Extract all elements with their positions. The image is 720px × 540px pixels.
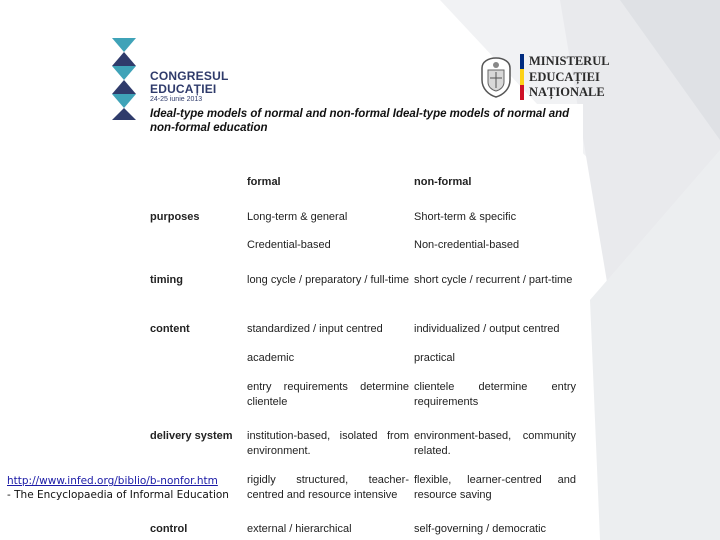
formal-cell: academic xyxy=(247,352,295,364)
ministry-logo-text xyxy=(529,54,610,101)
nonformal-cell: practical xyxy=(414,352,455,364)
row-label: control xyxy=(150,523,188,535)
nonformal-cell: short cycle / recurrent / part-time xyxy=(414,274,573,286)
congress-line2: EDUCAȚIEI xyxy=(150,82,217,96)
coat-of-arms-icon xyxy=(478,56,514,98)
row-label: delivery system xyxy=(150,430,233,442)
nonformal-cell: Short-term & specific xyxy=(414,211,517,223)
source-link[interactable]: http://www.infed.org/biblio/b-nonfor.htm xyxy=(7,475,218,487)
congress-logo-text xyxy=(150,70,228,96)
formal-cell: institution-based, isolated from environment. xyxy=(247,430,409,457)
nonformal-cell: Non-credential-based xyxy=(414,239,520,251)
formal-cell: Credential-based xyxy=(247,239,331,251)
nonformal-cell: individualized / output centred xyxy=(414,323,560,335)
congress-line1: CONGRESUL xyxy=(150,69,229,83)
ministry-line1: MINISTERUL xyxy=(529,54,610,68)
nonformal-cell: flexible, learner-centred and resource saving xyxy=(414,474,576,501)
row-label: content xyxy=(150,323,190,335)
formal-cell: rigidly structured, teacher-centred and resource intensive xyxy=(247,474,409,501)
source-citation xyxy=(7,474,229,502)
formal-cell: standardized / input centred xyxy=(247,323,383,335)
formal-cell: long cycle / preparatory / full-time xyxy=(247,274,410,286)
ministry-line2: EDUCAȚIEI xyxy=(529,69,600,84)
row-label: purposes xyxy=(150,211,200,223)
column-header-formal: formal xyxy=(247,176,281,188)
nonformal-cell: environment-based, community related. xyxy=(414,430,576,457)
flag-icon xyxy=(520,54,524,100)
nonformal-cell: self-governing / democratic xyxy=(414,523,547,535)
document-title: Ideal-type models of normal and non-formal Ideal-type models of normal and non-formal education xyxy=(150,108,570,134)
column-header-nonformal: non-formal xyxy=(414,176,472,188)
formal-cell: entry requirements determine clientele xyxy=(247,381,409,408)
ministry-line3: NAȚIONALE xyxy=(529,85,605,99)
row-label: timing xyxy=(150,274,183,286)
formal-cell: external / hierarchical xyxy=(247,523,352,535)
congress-date: 24-25 iunie 2013 xyxy=(150,96,203,103)
formal-cell: Long-term & general xyxy=(247,211,348,223)
source-description: - The Encyclopaedia of Informal Education xyxy=(7,489,229,501)
nonformal-cell: clientele determine entry requirements xyxy=(414,381,576,408)
